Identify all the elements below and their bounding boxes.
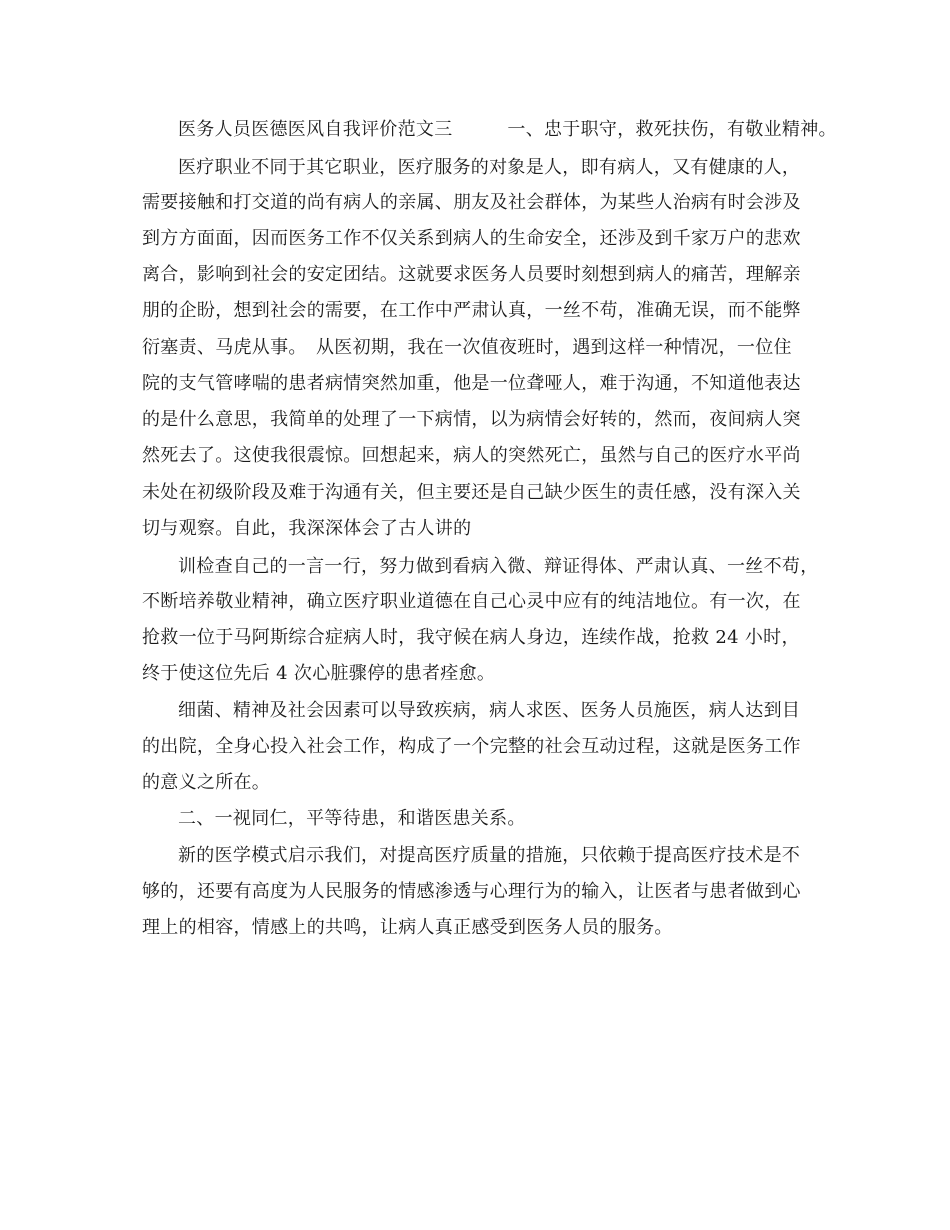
- text-line: 衍塞责、马虎从事。 从医初期，我在一次值夜班时，遇到这样一种情况，一位住: [142, 337, 792, 358]
- text-line: 的是什么意思，我简单的处理了一下病情，以为病情会好转的，然而，夜间病人突: [142, 409, 801, 430]
- text-line: 医务人员医德医风自我评价范文三 一、忠于职守，救死扶伤，有敬业精神。: [178, 119, 837, 140]
- text-line: 不断培养敬业精神，确立医疗职业道德在自己心灵中应有的纯洁地位。有一次，在: [142, 591, 801, 612]
- section-heading: 二、一视同仁，平等待患，和谐医患关系。: [178, 808, 526, 829]
- text-line: 训检查自己的一言一行，努力做到看病入微、辩证得体、严肃认真、一丝不苟，: [178, 556, 819, 577]
- text-line: 终于使这位先后 4 次心脏骤停的患者痊愈。: [142, 663, 496, 684]
- text-line: 医疗职业不同于其它职业，医疗服务的对象是人，即有病人，又有健康的人，: [178, 157, 801, 178]
- text-line: 理上的相容，情感上的共鸣，让病人真正感受到医务人员的服务。: [142, 917, 673, 938]
- text-line: 然死去了。这使我很震惊。回想起来，病人的突然死亡，虽然与自己的医疗水平尚: [142, 445, 801, 466]
- text-line: 的出院，全身心投入社会工作，构成了一个完整的社会互动过程，这就是医务工作: [142, 736, 801, 757]
- text-line: 离合，影响到社会的安定团结。这就要求医务人员要时刻想到病人的痛苦，理解亲: [142, 264, 801, 285]
- text-line: 切与观察。自此，我深深体会了古人讲的: [142, 518, 472, 539]
- text-line: 到方方面面，因而医务工作不仅关系到病人的生命安全，还涉及到千家万户的悲欢: [142, 228, 801, 249]
- text-line: 的意义之所在。: [142, 772, 271, 793]
- text-line: 细菌、精神及社会因素可以导致疾病，病人求医、医务人员施医，病人达到目: [178, 700, 801, 721]
- text-line: 朋的企盼，想到社会的需要，在工作中严肃认真，一丝不苟，准确无误，而不能弊: [142, 300, 801, 321]
- text-line: 需要接触和打交道的尚有病人的亲属、朋友及社会群体，为某些人治病有时会涉及: [142, 192, 801, 213]
- text-line: 院的支气管哮喘的患者病情突然加重，他是一位聋哑人，难于沟通，不知道他表达: [142, 373, 801, 394]
- text-line: 够的，还要有高度为人民服务的情感渗透与心理行为的输入，让医者与患者做到心: [142, 881, 801, 902]
- text-line: 抢救一位于马阿斯综合症病人时，我守候在病人身边，连续作战，抢救 24 小时，: [142, 627, 800, 648]
- text-line: 未处在初级阶段及难于沟通有关，但主要还是自己缺少医生的责任感，没有深入关: [142, 482, 801, 503]
- text-line: 新的医学模式启示我们，对提高医疗质量的措施，只依赖于提高医疗技术是不: [178, 845, 801, 866]
